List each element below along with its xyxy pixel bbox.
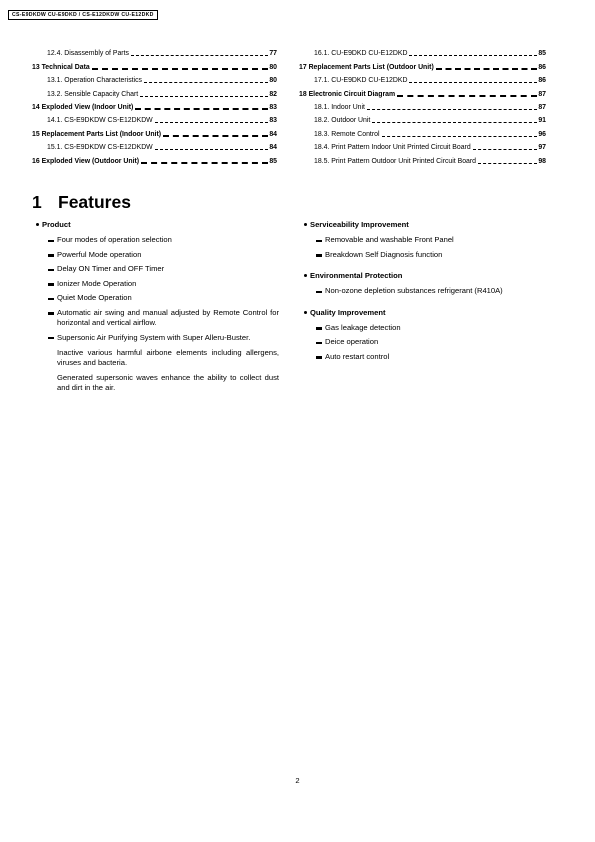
bullet-dash-icon xyxy=(316,254,322,256)
feature-item: Ionizer Mode Operation xyxy=(36,279,279,289)
features-left-column xyxy=(36,218,279,403)
feature-note: Generated supersonic waves enhance the ability to collect dust and dirt in the air. xyxy=(57,373,279,393)
toc-entry[interactable] xyxy=(32,99,277,112)
toc-label: 12.4. Disassembly of Parts xyxy=(47,50,129,58)
toc-leader xyxy=(141,162,268,164)
section-heading xyxy=(32,191,131,213)
toc-page-number: 80 xyxy=(269,77,277,85)
toc-leader xyxy=(144,82,268,83)
feature-item: Automatic air swing and manual adjusted by Remote Control for horizontal and vertical airflow. xyxy=(36,308,279,328)
toc-page-number: 96 xyxy=(538,130,546,138)
page-number: 2 xyxy=(295,776,300,785)
toc-label: 13.2. Sensible Capacity Chart xyxy=(47,90,139,98)
toc-leader xyxy=(436,68,538,70)
toc-label: 18.3. Remote Control xyxy=(314,130,380,138)
toc-page-number: 83 xyxy=(269,117,277,125)
toc-page-number: 87 xyxy=(538,90,546,98)
toc-label: 13 Technical Data xyxy=(32,63,90,71)
toc-page-number: 87 xyxy=(538,103,546,111)
toc-label: 16.1. CU-E9DKD CU-E12DKD xyxy=(314,50,408,58)
toc-entry[interactable] xyxy=(32,45,277,58)
toc-leader xyxy=(382,136,538,137)
toc-page-number: 80 xyxy=(269,63,277,71)
feature-item: Breakdown Self Diagnosis function xyxy=(304,250,549,260)
toc-entry[interactable] xyxy=(299,58,546,71)
toc-entry[interactable] xyxy=(299,125,546,138)
toc-entry[interactable] xyxy=(32,72,277,85)
toc-page-number: 98 xyxy=(538,157,546,165)
toc-entry[interactable] xyxy=(299,72,546,85)
toc-leader xyxy=(155,122,269,123)
bullet-dot-icon xyxy=(36,223,39,226)
toc-entry[interactable] xyxy=(32,58,277,71)
feature-item: Deice operation xyxy=(304,337,549,347)
feature-group-quality xyxy=(304,306,549,363)
bullet-dot-icon xyxy=(304,223,307,226)
toc-page-number: 77 xyxy=(269,50,277,58)
section-title: Features xyxy=(58,192,131,212)
toc-label: 18.4. Print Pattern Indoor Unit Printed Circuit Board xyxy=(314,144,471,152)
toc-label: 18 Electronic Circuit Diagram xyxy=(299,90,396,98)
toc-page-number: 83 xyxy=(269,103,277,111)
feature-group-title: Product xyxy=(36,218,279,231)
feature-item: Four modes of operation selection xyxy=(36,235,279,245)
bullet-dash-icon xyxy=(48,254,54,256)
toc-leader xyxy=(140,96,268,97)
toc-page-number: 85 xyxy=(269,157,277,165)
feature-group-title: Serviceability Improvement xyxy=(304,218,549,231)
bullet-dash-icon xyxy=(48,240,54,242)
bullet-dash-icon xyxy=(316,342,322,344)
toc-entry[interactable] xyxy=(299,45,546,58)
feature-group-product xyxy=(36,218,279,394)
toc-page-number: 84 xyxy=(269,130,277,138)
toc-leader xyxy=(409,55,537,56)
feature-item: Supersonic Air Purifying System with Super Alleru-Buster. xyxy=(36,333,279,343)
toc-label: 15 Replacement Parts List (Indoor Unit) xyxy=(32,130,162,138)
bullet-dash-icon xyxy=(316,356,322,358)
toc-label: 17 Replacement Parts List (Outdoor Unit) xyxy=(299,63,434,71)
toc-entry[interactable] xyxy=(299,85,546,98)
toc-right-column xyxy=(299,45,546,166)
toc-leader xyxy=(473,149,538,150)
feature-item: Quiet Mode Operation xyxy=(36,293,279,303)
toc-label: 15.1. CS-E9DKDW CS-E12DKDW xyxy=(47,144,153,152)
feature-group-title: Quality Improvement xyxy=(304,306,549,319)
feature-item: Powerful Mode operation xyxy=(36,250,279,260)
toc-label: 18.2. Outdoor Unit xyxy=(314,117,371,125)
toc-page-number: 97 xyxy=(538,144,546,152)
feature-note: Inactive various harmful airbone elements including allergens, viruses and bacteria. xyxy=(57,347,279,367)
toc-leader xyxy=(409,82,537,83)
bullet-dash-icon xyxy=(48,269,54,271)
toc-leader xyxy=(397,95,537,97)
toc-leader xyxy=(478,163,537,164)
toc-label: 17.1. CU-E9DKD CU-E12DKD xyxy=(314,77,408,85)
toc-leader xyxy=(135,108,268,110)
feature-group-serviceability xyxy=(304,218,549,260)
toc-label: 16 Exploded View (Outdoor Unit) xyxy=(32,157,140,165)
feature-item: Removable and washable Front Panel xyxy=(304,235,549,245)
feature-item: Auto restart control xyxy=(304,352,549,362)
toc-page-number: 91 xyxy=(538,117,546,125)
bullet-dash-icon xyxy=(48,298,54,300)
toc-page-number: 82 xyxy=(269,90,277,98)
bullet-dash-icon xyxy=(48,312,54,314)
features-right-column xyxy=(304,218,549,371)
toc-label: 18.1. Indoor Unit xyxy=(314,103,365,111)
bullet-dash-icon xyxy=(316,327,322,329)
toc-entry[interactable] xyxy=(299,112,546,125)
toc-entry[interactable] xyxy=(32,112,277,125)
section-number: 1 xyxy=(32,192,42,212)
toc-leader xyxy=(92,68,269,70)
toc-leader xyxy=(163,135,268,137)
bullet-dash-icon xyxy=(48,283,54,285)
toc-entry[interactable] xyxy=(299,152,546,165)
toc-label: 18.5. Print Pattern Outdoor Unit Printed Circuit Board xyxy=(314,157,477,165)
toc-page-number: 85 xyxy=(538,50,546,58)
toc-entry[interactable] xyxy=(32,152,277,165)
bullet-dot-icon xyxy=(304,274,307,277)
toc-label: 14.1. CS-E9DKDW CS-E12DKDW xyxy=(47,117,153,125)
bullet-dash-icon xyxy=(48,337,54,339)
toc-leader xyxy=(367,109,537,110)
toc-leader xyxy=(131,55,268,56)
toc-entry[interactable] xyxy=(32,139,277,152)
feature-item: Gas leakage detection xyxy=(304,323,549,333)
toc-leader xyxy=(155,149,269,150)
toc-entry[interactable] xyxy=(299,99,546,112)
toc-leader xyxy=(372,122,537,123)
toc-entry[interactable] xyxy=(299,139,546,152)
toc-page-number: 86 xyxy=(538,77,546,85)
bullet-dash-icon xyxy=(316,291,322,293)
toc-label: 14 Exploded View (Indoor Unit) xyxy=(32,103,134,111)
toc-label: 13.1. Operation Characteristics xyxy=(47,77,142,85)
bullet-dot-icon xyxy=(304,311,307,314)
feature-group-title: Environmental Protection xyxy=(304,269,549,282)
toc-entry[interactable] xyxy=(32,85,277,98)
toc-left-column xyxy=(32,45,277,166)
feature-item: Delay ON Timer and OFF Timer xyxy=(36,264,279,274)
bullet-dash-icon xyxy=(316,240,322,242)
feature-item: Non-ozone depletion substances refrigerant (R410A) xyxy=(304,286,549,296)
toc-entry[interactable] xyxy=(32,125,277,138)
model-tag: CS-E9DKDW CU-E9DKD / CS-E12DKDW CU-E12DKD xyxy=(8,10,158,20)
toc-page-number: 84 xyxy=(269,144,277,152)
feature-group-environmental xyxy=(304,269,549,297)
toc-page-number: 86 xyxy=(538,63,546,71)
